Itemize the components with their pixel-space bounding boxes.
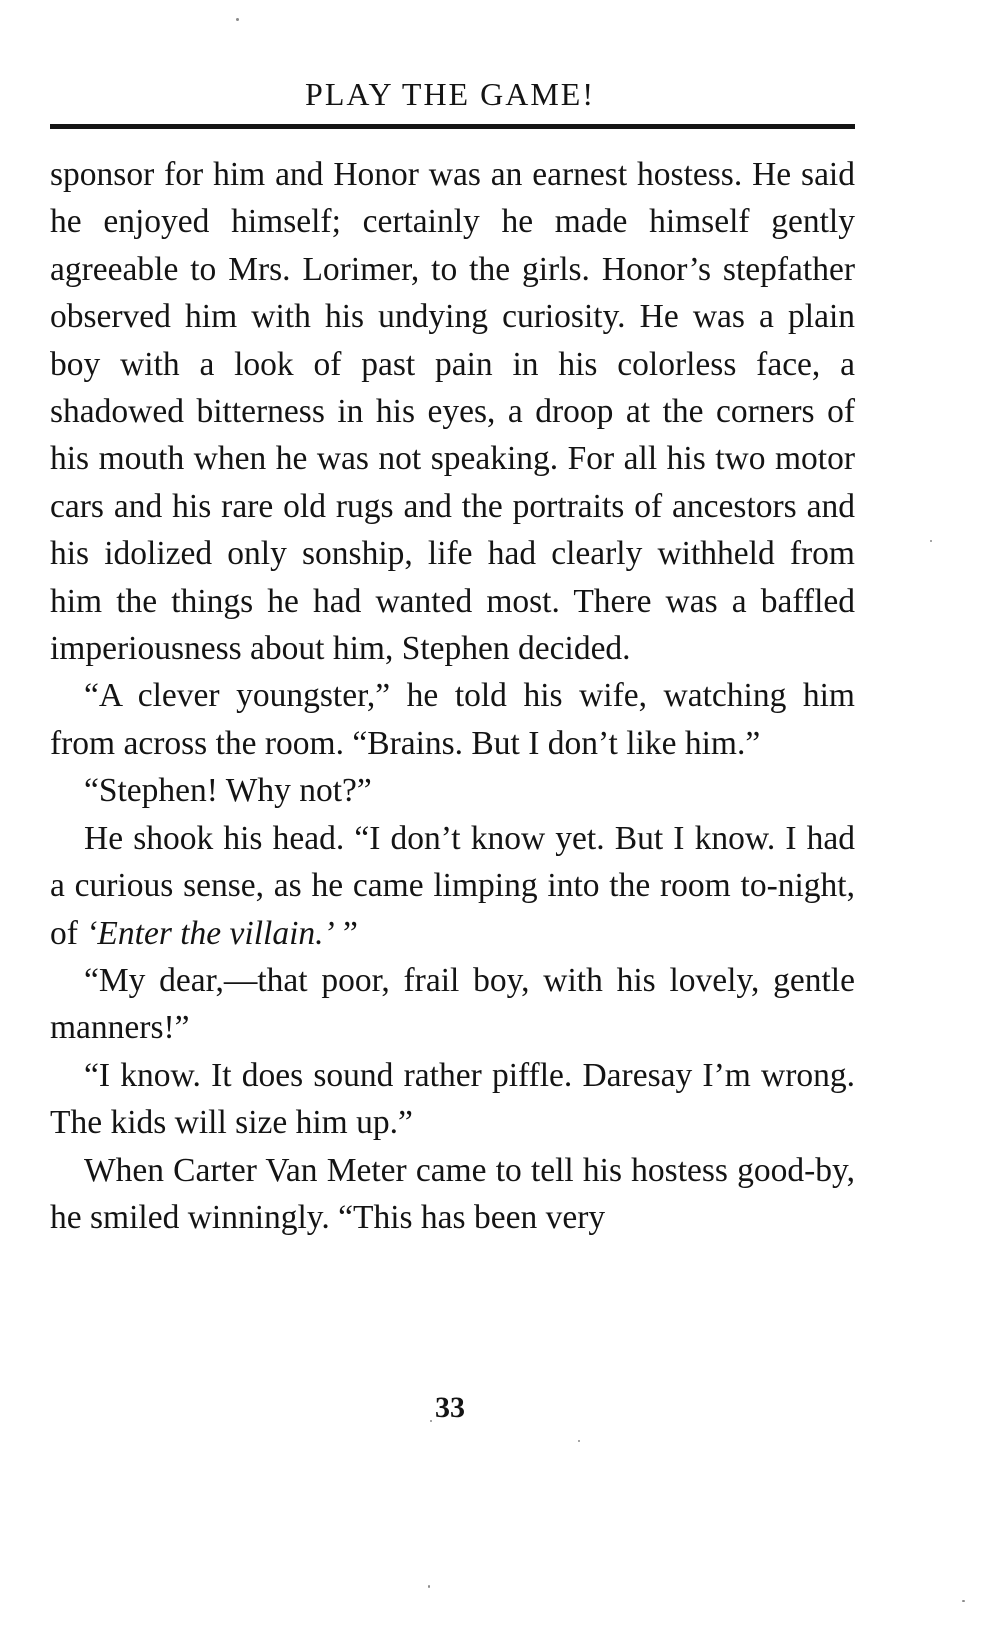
scan-speck bbox=[430, 1420, 432, 1422]
body-text bbox=[50, 151, 855, 1241]
paragraph-3: “Stephen! Why not?” bbox=[84, 772, 372, 810]
scan-speck bbox=[428, 1585, 430, 1588]
paragraph-2: “A clever youngster,” he told his wife, watching him from across the room. “Brains. But I don’t like him.” bbox=[50, 677, 855, 762]
paragraph-4-text: He shook his head. “I don’t know yet. But I know. I had a curious sense, as he came limping into the room to-night, of bbox=[50, 819, 855, 952]
scan-speck bbox=[930, 540, 932, 542]
running-head: PLAY THE GAME! bbox=[305, 76, 595, 112]
paragraph-6: “I know. It does sound rather piffle. Daresay I’m wrong. The kids will size him up.” bbox=[50, 1056, 855, 1142]
scan-speck bbox=[236, 18, 239, 21]
page-number: 33 bbox=[435, 1391, 465, 1424]
header-rule bbox=[50, 124, 855, 129]
paragraph-1: sponsor for him and Honor was an earnest hostess. He said he enjoyed himself; certainly he made himself gently agreeable to Mrs. Lorimer, to the girls. Honor’s stepfather observed him with his undying curiosity. He was a plain boy with a look of past pain in his colorless face, a shadowed bitterness in his eyes, a droop at the corners of his mouth when he was not speaking. For all his two motor cars and his rare old rugs and the portraits of ancestors and his idolized only sonship, life had clearly withheld from him the things he had wanted most. There was a baffled imperiousness about him, Stephen decided. bbox=[50, 156, 855, 668]
paragraph-5: “My dear,—that poor, frail boy, with his lovely, gentle manners!” bbox=[50, 961, 855, 1047]
paragraph-7: When Carter Van Meter came to tell his hostess good-by, he smiled winningly. “This has been very bbox=[50, 1151, 855, 1236]
scan-speck bbox=[962, 1600, 965, 1602]
paragraph-4-italic: ‘Enter the villain.’ bbox=[86, 914, 335, 952]
paragraph-4 bbox=[50, 815, 855, 957]
paragraph-4-close-quote: ” bbox=[334, 914, 358, 952]
scan-speck bbox=[578, 1440, 580, 1442]
